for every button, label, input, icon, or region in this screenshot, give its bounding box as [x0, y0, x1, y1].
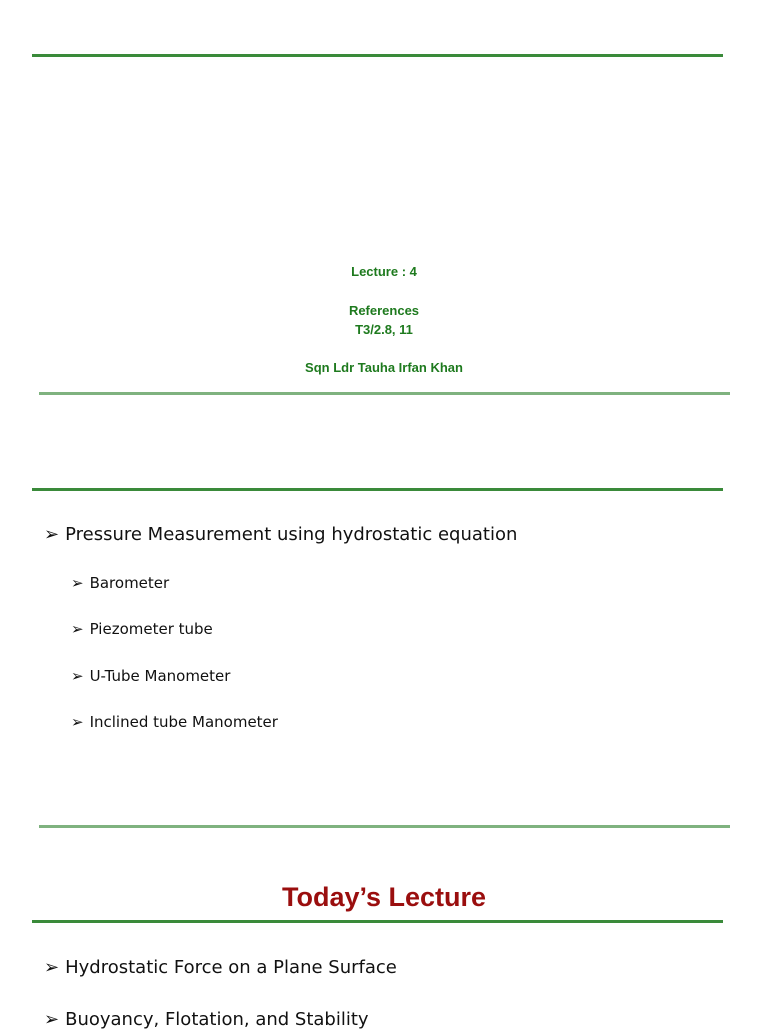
arrow-bullet-icon: ➢ [44, 524, 60, 545]
references-value: T3/2.8, 11 [355, 322, 413, 337]
arrow-bullet-icon: ➢ [44, 1009, 60, 1030]
slide2-bottom-rule [39, 825, 730, 828]
today-bullet-buoyancy [44, 1009, 369, 1030]
recap-main-bullet [44, 524, 517, 545]
today-bullet-text: Hydrostatic Force on a Plane Surface [65, 957, 397, 978]
sub-bullet-text: Piezometer tube [89, 620, 213, 638]
arrow-bullet-icon: ➢ [71, 713, 84, 731]
arrow-bullet-icon: ➢ [71, 574, 84, 592]
sub-bullet-text: Inclined tube Manometer [89, 713, 278, 731]
recap-sub-bullet-barometer [71, 574, 169, 592]
recap-sub-bullet-inclined [71, 713, 278, 731]
slide2-top-rule [32, 488, 723, 491]
slide1-bottom-rule [39, 392, 730, 395]
references-label: References [348, 303, 420, 318]
sub-bullet-text: Barometer [89, 574, 170, 592]
arrow-bullet-icon: ➢ [71, 620, 84, 638]
slide3-top-rule [32, 920, 723, 923]
today-bullet-text: Buoyancy, Flotation, and Stability [65, 1009, 369, 1030]
recap-sub-bullet-u-tube [71, 667, 230, 685]
lecture-number: Lecture : 4 [351, 264, 417, 279]
arrow-bullet-icon: ➢ [71, 667, 84, 685]
today-bullet-hydrostatic-force [44, 957, 397, 978]
sub-bullet-text: U-Tube Manometer [89, 667, 231, 685]
recap-main-bullet-text: Pressure Measurement using hydrostatic equation [65, 524, 518, 545]
slide1-top-rule [32, 54, 723, 57]
presenter-name: Sqn Ldr Tauha Irfan Khan [305, 360, 463, 375]
recap-sub-bullet-piezometer [71, 620, 213, 638]
arrow-bullet-icon: ➢ [44, 957, 60, 978]
today-heading: Today’s Lecture [281, 882, 487, 912]
